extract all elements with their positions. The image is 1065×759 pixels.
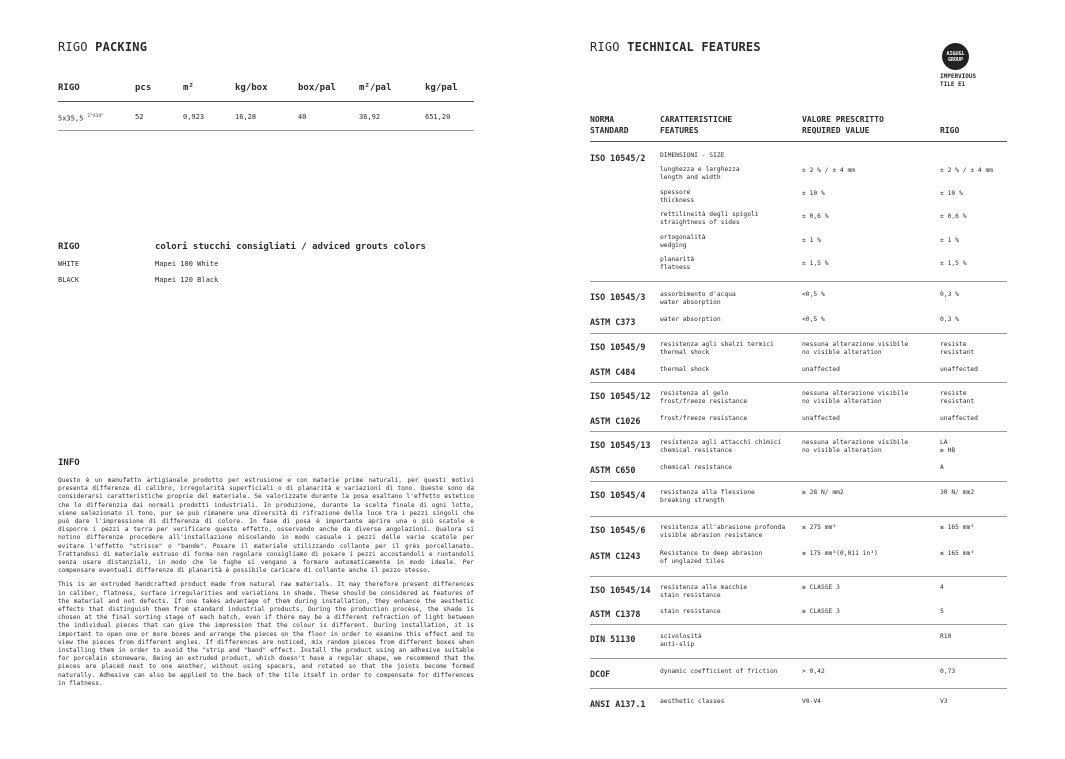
tech-row-value (940, 584, 944, 592)
tech-row-feature (660, 439, 781, 456)
technical-title-bold: TECHNICAL FEATURES (627, 40, 761, 54)
tech-row-value (940, 464, 944, 472)
tech-row-required (802, 316, 825, 324)
tech-row-norm: ISO 10545/4 (590, 490, 646, 500)
tech-row-required (802, 390, 908, 407)
tech-row-rule (590, 516, 1007, 517)
impervious-line-1: IMPERVIOUS (940, 73, 977, 80)
tech-row-feature-line: aesthetic classes (660, 698, 725, 705)
dim-feature-it: lunghezza e larghezza (660, 166, 740, 173)
tech-row-value (940, 633, 951, 641)
tech-row-value-line: 0,3 % (940, 316, 959, 323)
tech-row-feature (660, 524, 785, 541)
dim-value: ± 1,5 % (940, 260, 967, 267)
tech-row-feature-line: resistenza alle macchie (660, 584, 748, 591)
dim-feature-en: length and width (660, 174, 721, 182)
tech-row-norm: ANSI A137.1 (590, 699, 646, 709)
grout-name-black: Mapei 120 Black (155, 276, 219, 284)
dim-feature-en: straightness of sides (660, 219, 740, 227)
tech-row-required-line: nessuna alterazione visibile (802, 341, 909, 348)
info-text (58, 477, 474, 688)
tech-row-value (940, 390, 974, 407)
tech-row-required (802, 366, 840, 374)
tech-row-required (802, 608, 840, 616)
tech-row-feature-line: resistenza agli attacchi chimici (660, 439, 782, 446)
tech-row-feature (660, 341, 774, 358)
tech-row-feature-line: thermal shock (660, 366, 710, 373)
tech-row-required (802, 584, 840, 592)
dim-value: ± 1 % (940, 237, 959, 244)
tech-row-value (940, 341, 974, 358)
grout-name-white: Mapei 100 White (155, 260, 219, 268)
packing-size-imperial: 2"X14" (87, 114, 104, 119)
tech-row-feature-line: resistenza all'abrasione profonda (660, 524, 786, 531)
dim-required: ± 1 % (802, 237, 821, 244)
dim-value: ± 10 % (940, 190, 963, 197)
header-features-it: CARATTERISTICHE (660, 115, 733, 124)
tech-row-feature (660, 291, 736, 308)
tech-row-value-line: 0,3 % (940, 291, 959, 298)
tech-row-feature-line: scivolosità (660, 633, 702, 640)
dim-feature (660, 234, 706, 251)
tech-row-required-line: V0-V4 (802, 698, 821, 705)
tech-row-required-line: nessuna alterazione visibile (802, 439, 909, 446)
dim-feature (660, 256, 694, 273)
tech-row-value (940, 291, 959, 299)
tech-row-feature-line: anti-slip (660, 641, 695, 649)
tech-row-value-line: 4 (940, 584, 944, 591)
tech-row-norm: ISO 10545/9 (590, 342, 646, 352)
tech-header-norma (590, 114, 629, 136)
dim-feature (660, 166, 740, 183)
tech-row-value (940, 366, 978, 374)
packing-row-rule (58, 130, 474, 131)
tech-row-value (940, 550, 974, 558)
tech-row-value-line: 30 N/ mm2 (940, 489, 975, 496)
tech-row-norm: ISO 10545/6 (590, 525, 646, 535)
tech-row-rule (590, 576, 1007, 577)
tech-row-value-line: A (940, 464, 944, 471)
tech-row-norm: ASTM C650 (590, 465, 636, 475)
tech-row-norm: DCOF (590, 669, 611, 679)
tech-row-value-line: unaffected (940, 366, 978, 373)
packing-header-kgbox: kg/box (235, 83, 268, 93)
tech-row-required (802, 550, 878, 558)
grout-color-black: BLACK (58, 276, 80, 284)
tech-row-feature-line: resistenza agli sbalzi termici (660, 341, 774, 348)
tech-row-feature-line: assorbimento d'acqua (660, 291, 736, 298)
dim-required: ± 1,5 % (802, 260, 829, 267)
dim-required: ± 10 % (802, 190, 825, 197)
tech-row-required-line: no visible alteration (802, 398, 882, 406)
tech-row-norm: ASTM C1243 (590, 551, 641, 561)
dim-feature-it: spessore (660, 189, 691, 196)
tech-row-norm: ASTM C1026 (590, 416, 641, 426)
tech-row-required-line: ≤ 175 mm³(0,011 in³) (802, 550, 878, 557)
dim-feature-en: thickness (660, 197, 695, 205)
header-norma-en: STANDARD (590, 126, 629, 135)
tech-row-norm: ISO 10545/13 (590, 440, 651, 450)
tech-row-feature (660, 550, 762, 567)
technical-title (590, 40, 761, 54)
tech-row-required-line: ≥ CLASSE 3 (802, 584, 840, 591)
tech-row-feature (660, 633, 702, 650)
packing-size-metric: 5x35,5 (58, 114, 84, 123)
tech-row-value-line: resiste (940, 341, 967, 348)
tech-row-required (802, 668, 825, 676)
tech-row-required (802, 291, 825, 299)
header-required-en: REQUIRED VALUE (802, 126, 870, 135)
tech-row-required-line: ≤ 275 mm³ (802, 524, 837, 531)
tech-row-rule (590, 624, 1007, 625)
tech-row-feature (660, 608, 721, 616)
tech-row-required-line: unaffected (802, 415, 840, 422)
tech-row-rule (590, 431, 1007, 432)
dim-value: ± 0,6 % (940, 213, 967, 220)
packing-title-bold: PACKING (95, 40, 148, 54)
dim-feature (660, 189, 694, 206)
tech-row-feature (660, 698, 724, 706)
packing-title-prefix: RIGO (58, 40, 88, 54)
tech-row-feature (660, 464, 732, 472)
tech-row-required-line: ≥ 28 N/ mm2 (802, 489, 844, 496)
tech-row-value (940, 698, 948, 706)
dim-required: ± 0,6 % (802, 213, 829, 220)
tech-row-rule (590, 333, 1007, 334)
tech-row-feature-line: water absorption (660, 299, 721, 307)
tech-row-value (940, 415, 978, 423)
info-title: INFO (58, 458, 80, 468)
tech-row-value-line: ≥ HB (940, 447, 956, 455)
tech-row-norm: ASTM C1378 (590, 609, 641, 619)
tech-row-required (802, 698, 821, 706)
tech-row-required-line: <0,5 % (802, 291, 825, 298)
packing-title (58, 40, 147, 54)
packing-cell-m2: 0,923 (183, 113, 205, 121)
tech-row-feature-line: stain resistance (660, 608, 721, 615)
packing-header-m2: m² (183, 83, 194, 93)
tech-row-required-line: unaffected (802, 366, 840, 373)
tech-row-norm: DIN 51130 (590, 634, 636, 644)
tech-row-required-line: > 0,42 (802, 668, 825, 675)
tech-header-rule (590, 141, 1007, 142)
grouts-title: colori stucchi consigliati / adviced grouts colors (155, 242, 426, 252)
tech-row-rule (590, 481, 1007, 482)
dim-rule (590, 281, 1007, 282)
tech-row-feature-line: chemical resistance (660, 447, 733, 455)
tech-row-value (940, 524, 974, 532)
tech-header-rigo: RIGO (940, 126, 960, 135)
packing-cell-kgpal: 651,20 (425, 113, 451, 121)
tech-row-value-line: resistant (940, 398, 975, 406)
tech-row-rule (590, 688, 1007, 689)
impervious-line-2: TILE E1 (940, 81, 966, 88)
tech-row-value-line: V3 (940, 698, 948, 705)
tech-row-feature-line: thermal shock (660, 349, 710, 357)
packing-cell-kgbox: 16,28 (235, 113, 257, 121)
packing-header-rule (58, 101, 474, 102)
tech-row-norm: ISO 10545/14 (590, 585, 651, 595)
tech-row-value (940, 489, 974, 497)
tech-row-value (940, 439, 955, 456)
tech-row-value (940, 668, 955, 676)
tech-row-feature-line: stain resistance (660, 592, 721, 600)
tech-row-feature-line: resistenza alla flessione (660, 489, 755, 496)
tech-row-required (802, 489, 844, 497)
tech-row-feature-line: visible abrasion resistance (660, 532, 763, 540)
tech-row-required-line: nessuna alterazione visibile (802, 390, 909, 397)
dim-feature-it: rettilineità degli spigoli (660, 211, 759, 218)
tech-row-value-line: ≤ 165 mm³ (940, 524, 975, 531)
info-english: This is an extruded handcrafted product made from natural raw materials. It may therefore present differences in caliber, flatness, surface irregularities and variations in shade. These should be considered as features of the material and not defects. If one takes advantage of them during installation, they enhance the aesthetic effects that distinguish them from standard industrial products. During the production process, the shade is chosen at the final sorting stage of each batch, even if there may be a different refraction of light between the individual pieces that can give the impression that the colour is different. During installation, it is important to open one or more boxes and arrange the pieces on the floor in order to examine this effect and to view the pieces from different angles. If differences are noticed, mix random pieces from different boxes when installing them in order to avoid the "strip and "band" effect. Install the product using an adhesive suitable for porcelain stoneware. Being an extruded product, which doesn't have a regular shape, we recommend that the pieces are placed next to one another, without using spacers, and rotated so that the joints become formed naturally. Adhesive can also be applied to the back of the tile itself in order to compensate for differences in flatness. (58, 581, 474, 687)
tech-row-feature-line: frost/freeze resistance (660, 398, 748, 406)
company-logo (942, 43, 969, 70)
tech-row-feature-line: water absorption (660, 316, 721, 323)
tech-row-feature-line: chemical resistance (660, 464, 733, 471)
impervious-badge (940, 73, 976, 89)
info-italian: Questo è un manufatto artigianale prodotto per estrusione e con materie prime naturali, per questi motivi presenta differenze di calibro, irregolarità superficiali o di planarità e variazioni di tono. Queste sono da considerarsi caratteristiche proprie del materiale. Se valorizzate durante la posa esaltano l'effetto estetico che lo differenzia dai normali prodotti industriali. In produzione, durante la scelta finale di ogni lotto, viene selezionato il tono, pur se può rimanere una diversità di rifrazione della luce tra i pezzi singoli che può dare l'impressione di differenza di colore. In fase di posa è importante aprire una o più scatole e disporre i pezzi a terra per verificare questo effetto, osservando anche da diverse angolazioni. Qualora si notino differenze procedere all'installazione miscelando in modo casuale i pezzi delle varie scatole per evitare l'effetto "strisce" o "bande". Posare il materiale utilizzando collante per il grès porcellanato. Trattandosi di materiale estruso di forma non regolare consigliamo di posare i pezzi accostandoli e ruotandoli senza usare distanziali, in modo che le fughe si vengano a formare automaticamente in modo ideale. Per compensare eventuali differenze di planarità è possibile caricare di collante anche il pezzo stesso. (58, 477, 474, 575)
tech-row-norm: ASTM C373 (590, 317, 636, 327)
tech-row-feature (660, 316, 721, 324)
tech-row-value-line: 0,73 (940, 668, 956, 675)
tech-row-value-line: resiste (940, 390, 967, 397)
tech-row-feature-line: dynamic coefficient of friction (660, 668, 778, 675)
packing-header-rigo: RIGO (58, 83, 80, 93)
tech-header-required (802, 114, 884, 136)
packing-cell-size (58, 113, 104, 123)
tech-row-feature (660, 390, 747, 407)
tech-row-value (940, 608, 944, 616)
tech-row-required-line: no visible alteration (802, 349, 882, 357)
dim-feature-en: flatness (660, 264, 691, 272)
tech-row-feature-line: breaking strength (660, 497, 725, 505)
dim-title: DIMENSIONI - SIZE (660, 152, 725, 159)
packing-cell-m2pal: 36,92 (359, 113, 381, 121)
tech-row-value-line: R10 (940, 633, 952, 640)
dim-feature-it: planarità (660, 256, 695, 263)
tech-row-feature-line: of unglazed tiles (660, 558, 725, 566)
tech-row-norm: ASTM C484 (590, 367, 636, 377)
tech-row-value-line: ≤ 165 mm³ (940, 550, 975, 557)
packing-header-kgpal: kg/pal (425, 83, 458, 93)
tech-row-feature-line: Resistance to deep abrasion (660, 550, 763, 557)
dim-required: ± 2 % / ± 4 mm (802, 167, 856, 174)
tech-row-rule (590, 658, 1007, 659)
packing-cell-pcs: 52 (135, 113, 144, 121)
dim-feature (660, 211, 759, 228)
tech-row-feature-line: resistenza al gelo (660, 390, 729, 397)
tech-row-rule (590, 382, 1007, 383)
dim-feature-en: wedging (660, 242, 687, 250)
packing-header-m2pal: m²/pal (359, 83, 392, 93)
tech-row-norm: ISO 10545/12 (590, 391, 651, 401)
header-features-en: FEATURES (660, 126, 699, 135)
norm-dimensions: ISO 10545/2 (590, 153, 646, 163)
tech-row-feature (660, 584, 747, 601)
tech-row-required (802, 415, 840, 423)
header-norma-it: NORMA (590, 115, 615, 124)
tech-row-required (802, 439, 908, 456)
packing-header-boxpal: box/pal (298, 83, 336, 93)
tech-row-value-line: unaffected (940, 415, 978, 422)
tech-header-features (660, 114, 732, 136)
grout-color-white: WHITE (58, 260, 80, 268)
tech-row-feature (660, 415, 747, 423)
tech-row-feature (660, 366, 709, 374)
tech-row-norm: ISO 10545/3 (590, 292, 646, 302)
header-required-it: VALORE PRESCRITTO (802, 115, 884, 124)
tech-row-required-line: ≥ CLASSE 3 (802, 608, 840, 615)
dim-feature-it: ortogonalità (660, 234, 706, 241)
technical-title-prefix: RIGO (590, 40, 620, 54)
tech-row-required-line: <0,5 % (802, 316, 825, 323)
tech-row-required (802, 524, 836, 532)
tech-row-value-line: LA (940, 439, 948, 446)
tech-row-feature (660, 668, 778, 676)
logo-line-1: AI&UGL (946, 50, 965, 57)
tech-row-feature (660, 489, 755, 506)
tech-row-feature-line: frost/freeze resistance (660, 415, 748, 422)
packing-cell-boxpal: 40 (298, 113, 307, 121)
tech-row-value-line: resistant (940, 349, 975, 357)
tech-row-value-line: 5 (940, 608, 944, 615)
tech-row-required-line: no visible alteration (802, 447, 882, 455)
logo-line-2: GROUP (947, 56, 964, 63)
grouts-label: RIGO (58, 242, 80, 252)
tech-row-value (940, 316, 959, 324)
packing-header-pcs: pcs (135, 83, 152, 93)
dim-value: ± 2 % / ± 4 mm (940, 167, 994, 174)
tech-row-required (802, 341, 908, 358)
